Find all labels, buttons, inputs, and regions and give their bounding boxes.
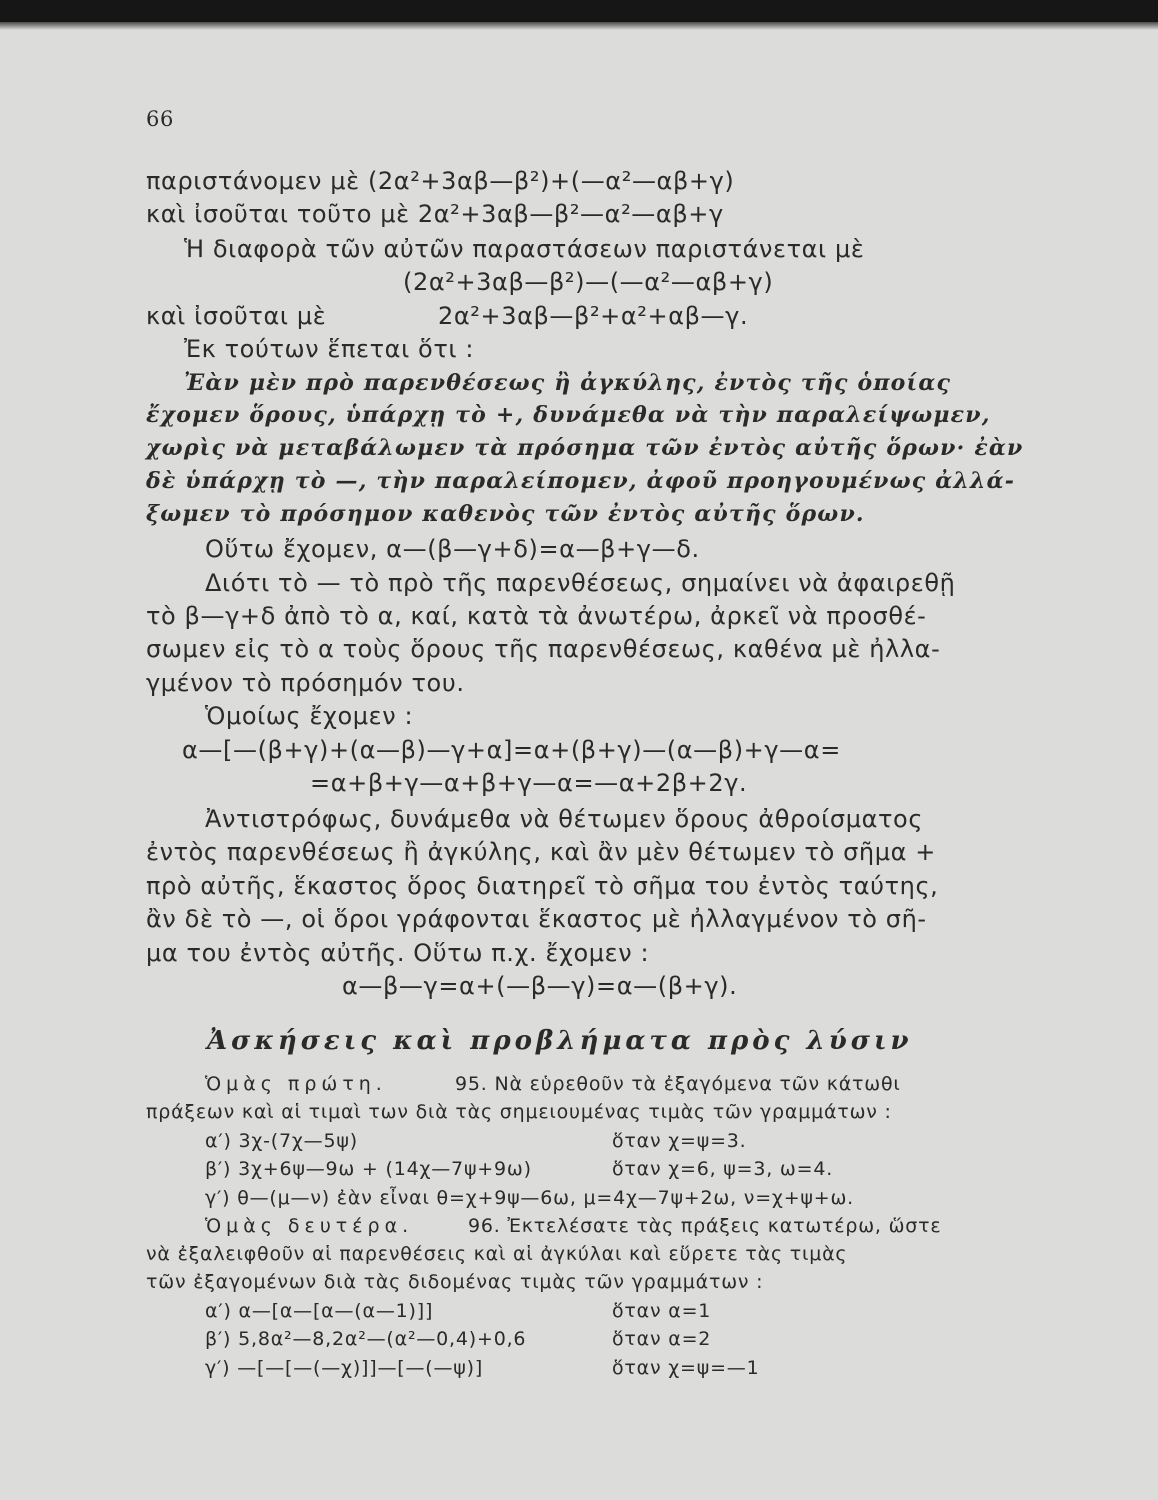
text-line: καὶ ἰσοῦται τοῦτο μὲ 2α²+3αβ—β²—α²—αβ+γ bbox=[146, 200, 724, 228]
section-heading: Ἀσκήσεις καὶ προβλήματα πρὸς λύσιν bbox=[207, 1026, 913, 1056]
page-number: 66 bbox=[146, 107, 174, 131]
text-line: ἐντὸς παρενθέσεως ἢ ἀγκύλης, καὶ ἂν μὲν θέτωμεν τὸ σῆμα + bbox=[146, 838, 936, 866]
exercise-text: τῶν ἐξαγομένων διὰ τὰς διδομένας τιμὰς τῶν γραμμάτων : bbox=[146, 1271, 764, 1293]
text-line: Ἡ διαφορὰ τῶν αὐτῶν παραστάσεων παριστάνεται μὲ bbox=[184, 235, 865, 263]
exercise-condition: ὅταν χ=ψ=—1 bbox=[612, 1357, 760, 1379]
formula-line: (2α²+3αβ—β²)—(—α²—αβ+γ) bbox=[403, 268, 774, 296]
text-line: Ἐκ τούτων ἕπεται ὅτι : bbox=[184, 335, 475, 363]
formula-line: =α+β+γ—α+β+γ—α=—α+2β+2γ. bbox=[310, 769, 748, 797]
exercise-text: 96. Ἐκτελέσατε τὰς πράξεις κατωτέρω, ὥστε bbox=[468, 1215, 942, 1237]
exercise-group-label: Ὁμὰς δευτέρα. bbox=[205, 1215, 414, 1237]
exercise-item: β′) 3χ+6ψ—9ω + (14χ—7ψ+9ω) bbox=[205, 1158, 532, 1180]
text-line: Διότι τὸ — τὸ πρὸ τῆς παρενθέσεως, σημαίνει νὰ ἀφαιρεθῇ bbox=[205, 569, 956, 597]
formula-line: α—β—γ=α+(—β—γ)=α—(β+γ). bbox=[342, 972, 738, 1000]
exercise-text: 95. Νὰ εὑρεθοῦν τὰ ἐξαγόμενα τῶν κάτωθι bbox=[455, 1073, 901, 1095]
scan-top-shadow bbox=[0, 22, 1158, 30]
formula-line: Οὕτω ἔχομεν, α—(β—γ+δ)=α—β+γ—δ. bbox=[205, 535, 700, 563]
text-line: Ὁμοίως ἔχομεν : bbox=[205, 702, 414, 730]
exercise-item: γ′) —[—[—(—χ)]]—[—(—ψ)] bbox=[205, 1357, 484, 1379]
rule-line: Ἐὰν μὲν πρὸ παρενθέσεως ἢ ἀγκύλης, ἐντὸς τῆς ὁποίας bbox=[184, 370, 952, 396]
text-line: Ἀντιστρόφως, δυνάμεθα νὰ θέτωμεν ὅρους ἀθροίσματος bbox=[205, 805, 924, 833]
book-page bbox=[0, 30, 1158, 1500]
exercise-condition: ὅταν α=1 bbox=[612, 1300, 712, 1322]
text-line: ἂν δὲ τὸ —, οἱ ὅροι γράφονται ἕκαστος μὲ ἠλλαγμένον τὸ σῆ- bbox=[146, 905, 927, 933]
exercise-group-label: Ὁμὰς πρώτη. bbox=[205, 1073, 387, 1095]
exercise-text: πράξεων καὶ αἱ τιμαὶ των διὰ τὰς σημειουμένας τιμὰς τῶν γραμμάτων : bbox=[146, 1101, 892, 1123]
exercise-condition: ὅταν χ=6, ψ=3, ω=4. bbox=[612, 1158, 834, 1180]
rule-line: δὲ ὑπάρχῃ τὸ —, τὴν παραλείπομεν, ἀφοῦ προηγουμένως ἀλλά- bbox=[146, 468, 1016, 494]
text-line: σωμεν εἰς τὸ α τοὺς ὅρους τῆς παρενθέσεως, καθένα μὲ ἠλλα- bbox=[146, 635, 941, 663]
exercise-item: α′) 3χ-(7χ—5ψ) bbox=[205, 1130, 358, 1152]
rule-line: χωρὶς νὰ μεταβάλωμεν τὰ πρόσημα τῶν ἐντὸς αὐτῆς ὅρων· ἐὰν bbox=[146, 435, 1024, 461]
rule-line: ξωμεν τὸ πρόσημον καθενὸς τῶν ἐντὸς αὐτῆς ὅρων. bbox=[146, 501, 865, 527]
exercise-condition: ὅταν χ=ψ=3. bbox=[612, 1130, 747, 1152]
text-line: καὶ ἰσοῦται μὲ bbox=[146, 302, 327, 330]
text-line: πρὸ αὐτῆς, ἕκαστος ὅρος διατηρεῖ τὸ σῆμα του ἐντὸς ταύτης, bbox=[146, 872, 939, 900]
text-line: παριστάνομεν μὲ (2α²+3αβ—β²)+(—α²—αβ+γ) bbox=[146, 167, 735, 195]
text-line: τὸ β—γ+δ ἀπὸ τὸ α, καί, κατὰ τὰ ἀνωτέρω, ἀρκεῖ νὰ προσθέ- bbox=[146, 602, 927, 630]
exercise-item: γ′) θ—(μ—ν) ἐὰν εἶναι θ=χ+9ψ—6ω, μ=4χ—7ψ+2ω, ν=χ+ψ+ω. bbox=[205, 1187, 855, 1209]
exercise-item: β′) 5,8α²—8,2α²—(α²—0,4)+0,6 bbox=[205, 1328, 527, 1350]
exercise-condition: ὅταν α=2 bbox=[612, 1328, 712, 1350]
rule-line: ἔχομεν ὅρους, ὑπάρχῃ τὸ +, δυνάμεθα νὰ τὴν παραλείψωμεν, bbox=[146, 402, 991, 428]
text-line: μα του ἐντὸς αὐτῆς. Οὕτω π.χ. ἔχομεν : bbox=[146, 939, 650, 967]
exercise-item: α′) α—[α—[α—(α—1)]] bbox=[205, 1300, 434, 1322]
formula-line: α—[—(β+γ)+(α—β)—γ+α]=α+(β+γ)—(α—β)+γ—α= bbox=[182, 736, 841, 764]
exercise-text: νὰ ἐξαλειφθοῦν αἱ παρενθέσεις καὶ αἱ ἀγκύλαι καὶ εὕρετε τὰς τιμὰς bbox=[146, 1243, 848, 1265]
text-line: γμένον τὸ πρόσημόν του. bbox=[146, 669, 465, 697]
formula-line: 2α²+3αβ—β²+α²+αβ—γ. bbox=[438, 302, 749, 330]
scan-top-edge bbox=[0, 0, 1158, 22]
